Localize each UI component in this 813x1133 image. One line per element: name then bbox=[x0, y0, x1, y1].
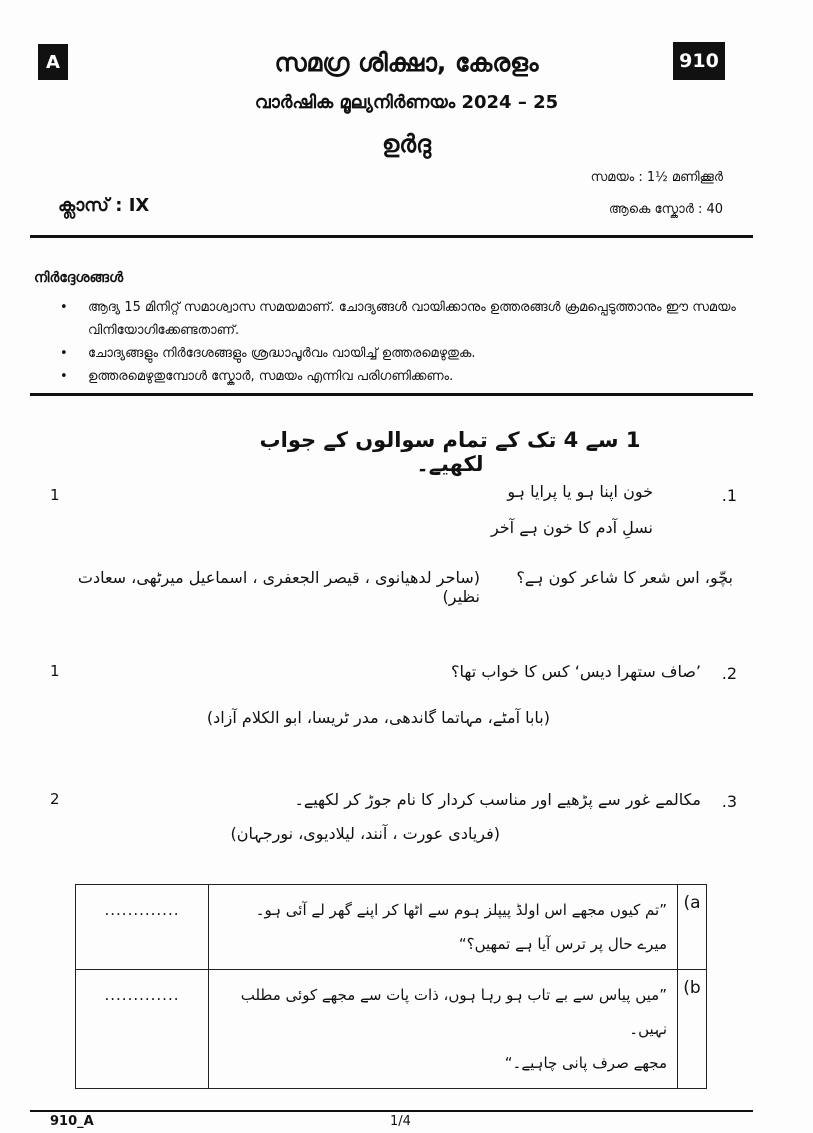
question-3-number: .3 bbox=[721, 792, 737, 811]
class-label: ക്ലാസ് : IX bbox=[58, 195, 150, 216]
row-label: (b bbox=[678, 970, 707, 1089]
exam-title: വാർഷിക മൂല്യനിർണയം 2024 – 25 bbox=[254, 92, 559, 113]
dialogue-line: مجھے صرف پانی چاہیے۔“ bbox=[504, 1054, 667, 1072]
question-2-score: 1 bbox=[50, 662, 60, 680]
instruction-item: • ഉത്തരമെഴുതുമ്പോൾ സ്കോർ, സമയം എന്നിവ പരിഗണിക്കണം. bbox=[60, 365, 740, 388]
section-heading: 1 سے 4 تک کے تمام سوالوں کے جواب لکھیے۔ bbox=[259, 428, 641, 476]
dialogue-quote bbox=[209, 970, 678, 1089]
dialogue-matching-table bbox=[75, 884, 707, 1089]
instructions-list bbox=[60, 296, 740, 388]
question-1-verse-line1: خون اپنا ہو یا پرایا ہو bbox=[507, 482, 653, 501]
time-allowed: സമയം : 1½ മണിക്കൂർ bbox=[590, 170, 723, 185]
row-label: (a bbox=[678, 885, 707, 970]
dialogue-line: میرے حال پر ترس آیا ہے تمھیں؟“ bbox=[458, 935, 667, 953]
instructions-divider bbox=[30, 393, 753, 396]
footer-paper-code: 910_A bbox=[50, 1114, 94, 1129]
table-row bbox=[76, 970, 707, 1089]
question-1-prompt: بچّو، اس شعر کا شاعر کون ہے؟ bbox=[516, 568, 733, 587]
question-3-options: (فریادی عورت ، آنند، لیلادیوی، نورجہان) bbox=[230, 824, 500, 843]
answer-blank: ............. bbox=[76, 970, 209, 1089]
subject-title: ഉർദു bbox=[382, 130, 431, 158]
question-1-verse-line2: نسلِ آدم کا خون ہے آخر bbox=[490, 518, 653, 537]
dialogue-line: ”میں پیاس سے بے تاب ہو رہا ہوں، ذات پات سے مجھے کوئی مطلب نہیں۔ bbox=[240, 986, 667, 1038]
instruction-item: • ചോദ്യങ്ങളും നിർദേശങ്ങളും ശ്രദ്ധാപൂർവം വായിച്ച് ഉത്തരമെഴുതുക. bbox=[60, 342, 740, 365]
paper-code-badge: 910 bbox=[673, 42, 725, 80]
footer-divider bbox=[30, 1110, 753, 1112]
question-2-number: .2 bbox=[721, 664, 737, 683]
question-1-score: 1 bbox=[50, 486, 60, 504]
question-2-options: (بابا آمٹے، مہاتما گاندھی، مدر ٹریسا، ابو الکلام آزاد) bbox=[206, 708, 550, 727]
question-3-score: 2 bbox=[50, 790, 60, 808]
page-number: 1/4 bbox=[390, 1114, 411, 1129]
set-badge: A bbox=[38, 44, 68, 80]
question-3-prompt: مکالمے غور سے پڑھیے اور مناسب کردار کا نام جوڑ کر لکھیے۔ bbox=[294, 790, 701, 809]
table-row bbox=[76, 885, 707, 970]
answer-blank: ............. bbox=[76, 885, 209, 970]
question-2-prompt: ’صاف ستھرا دیس‘ کس کا خواب تھا؟ bbox=[451, 662, 701, 681]
total-score: ആകെ സ്കോർ : 40 bbox=[608, 202, 723, 217]
instructions-heading: നിർദ്ദേശങ്ങൾ bbox=[34, 270, 124, 286]
question-1-options: (ساحر لدھیانوی ، قیصر الجعفری ، اسماعیل میرٹھی، سعادت نظیر) bbox=[77, 568, 480, 606]
instruction-item: • ആദ്യ 15 മിനിറ്റ് സമാശ്വാസ സമയമാണ്. ചോദ്യങ്ങൾ വായിക്കാനും ഉത്തരങ്ങൾ ക്രമപ്പെടുത്താനും ഈ സമയം വിനിയോഗിക്കേണ്ടതാണ്. bbox=[60, 296, 740, 342]
dialogue-quote bbox=[209, 885, 678, 970]
header-divider bbox=[30, 235, 753, 238]
question-1-number: .1 bbox=[721, 486, 737, 505]
dialogue-line: ”تم کیوں مجھے اس اولڈ پیپلز ہوم سے اٹھا کر اپنے گھر لے آئی ہو۔ bbox=[255, 901, 667, 919]
organisation-title: സമഗ്ര ശിക്ഷാ, കേരളം bbox=[274, 48, 539, 77]
